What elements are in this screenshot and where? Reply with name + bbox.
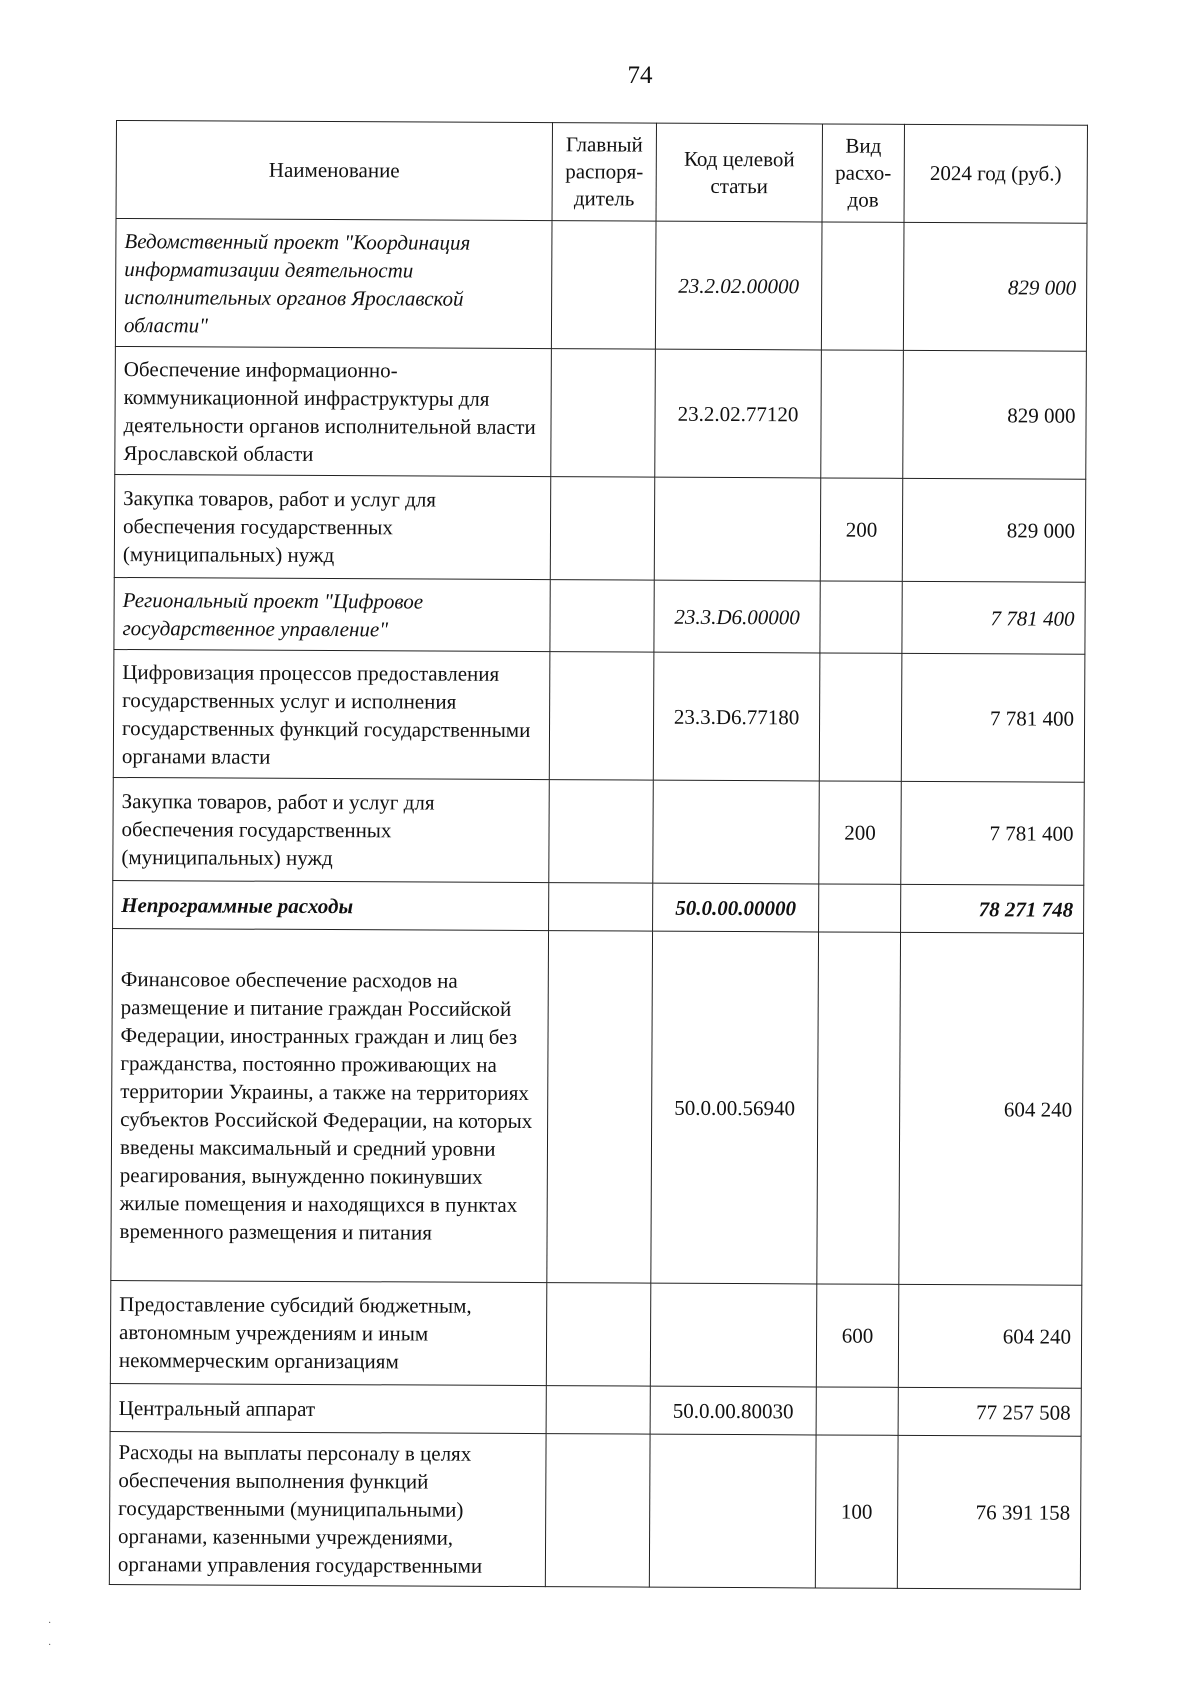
row-manager [546, 1386, 650, 1435]
row-code: 23.2.02.77120 [655, 349, 822, 478]
table-row [110, 1383, 1081, 1436]
header-name: Наименование [116, 121, 552, 221]
row-manager [549, 780, 654, 884]
row-manager [551, 349, 656, 478]
row-name: Обеспечение информационно-коммуникационной инфраструктуры для деятельности органов исполнительной власти Ярославской области [115, 346, 552, 476]
table-row [109, 1431, 1081, 1589]
row-kind [819, 653, 902, 781]
row-amount: 829 000 [903, 350, 1087, 479]
row-code [650, 1283, 817, 1387]
row-code [654, 477, 821, 581]
row-manager [545, 1434, 650, 1588]
row-name: Расходы на выплаты персоналу в целях обеспечения выполнения функций государственными (муниципальными) органами, казенными учреждениями, органами управления государственными [109, 1431, 546, 1586]
row-code: 50.0.00.80030 [650, 1386, 816, 1435]
scan-marks: · · [48, 1618, 52, 1651]
row-code: 50.0.00.00000 [653, 883, 819, 932]
row-manager [546, 1283, 651, 1387]
table-row [110, 1280, 1081, 1388]
row-manager [549, 652, 654, 781]
table-row [115, 219, 1087, 352]
row-amount: 604 240 [899, 932, 1084, 1285]
row-manager [550, 580, 654, 653]
row-amount: 7 781 400 [901, 653, 1085, 782]
row-manager [549, 883, 653, 932]
row-amount: 829 000 [902, 478, 1086, 582]
row-kind [817, 932, 901, 1284]
row-code: 23.2.02.00000 [655, 221, 822, 350]
row-manager [547, 931, 653, 1284]
table-row [114, 474, 1085, 582]
row-kind [821, 350, 904, 478]
budget-table [109, 120, 1088, 1590]
row-name: Финансовое обеспечение расходов на размещение и питание граждан Российской Федерации, иностранных граждан и лиц без гражданства, постоянно проживающих на территории Украины, а также на территориях субъектов Российской Федерации, на которых введены максимальный и средний уровни реагирования, вынужденно покинувших жилые помещения и находящихся в пунктах временного размещения и питания [111, 928, 549, 1282]
row-name: Закупка товаров, работ и услуг для обеспечения государственных (муниципальных) нужд [114, 474, 550, 579]
header-kind: Вид расхо-дов [822, 124, 904, 222]
table-row [113, 649, 1085, 782]
row-kind [816, 1387, 898, 1435]
row-kind: 100 [815, 1435, 898, 1588]
row-name: Региональный проект "Цифровое государственное управление" [114, 577, 550, 651]
table-row [111, 928, 1084, 1285]
row-code [653, 780, 820, 884]
row-code [649, 1434, 816, 1588]
row-amount: 7 781 400 [902, 581, 1085, 654]
header-code: Код целевой статьи [656, 123, 822, 222]
row-amount: 78 271 748 [901, 884, 1084, 933]
table-row [113, 777, 1084, 885]
row-manager [551, 221, 656, 350]
row-amount: 77 257 508 [898, 1387, 1081, 1436]
row-name: Предоставление субсидий бюджетным, автономным учреждениям и иным некоммерческим организациям [110, 1280, 546, 1385]
row-amount: 7 781 400 [901, 781, 1085, 885]
page-number: 74 [627, 62, 653, 89]
table-header-row [116, 121, 1087, 224]
row-kind [819, 884, 901, 932]
row-name: Непрограммные расходы [113, 880, 549, 930]
table-row [115, 346, 1087, 479]
row-kind: 600 [816, 1284, 899, 1387]
row-name: Закупка товаров, работ и услуг для обеспечения государственных (муниципальных) нужд [113, 777, 549, 882]
header-year: 2024 год (руб.) [904, 124, 1087, 223]
row-name: Цифровизация процессов предоставления государственных услуг и исполнения государственных функций государственными органами власти [113, 649, 550, 779]
header-manager: Главный распоря-дитель [552, 123, 656, 222]
row-kind [820, 581, 902, 653]
row-amount: 829 000 [903, 222, 1087, 351]
row-code: 50.0.00.56940 [651, 931, 819, 1284]
table-row [114, 577, 1085, 654]
row-kind [821, 222, 904, 350]
row-amount: 604 240 [898, 1284, 1082, 1388]
row-kind: 200 [819, 781, 902, 884]
row-code: 23.3.D6.00000 [654, 580, 820, 653]
row-name: Центральный аппарат [110, 1383, 546, 1433]
row-kind: 200 [820, 478, 903, 581]
table-row [113, 880, 1084, 933]
row-code: 23.3.D6.77180 [653, 652, 820, 781]
row-name: Ведомственный проект "Координация информатизации деятельности исполнительных органов Ярославской области" [115, 219, 552, 349]
row-manager [550, 477, 655, 581]
row-amount: 76 391 158 [897, 1435, 1081, 1589]
